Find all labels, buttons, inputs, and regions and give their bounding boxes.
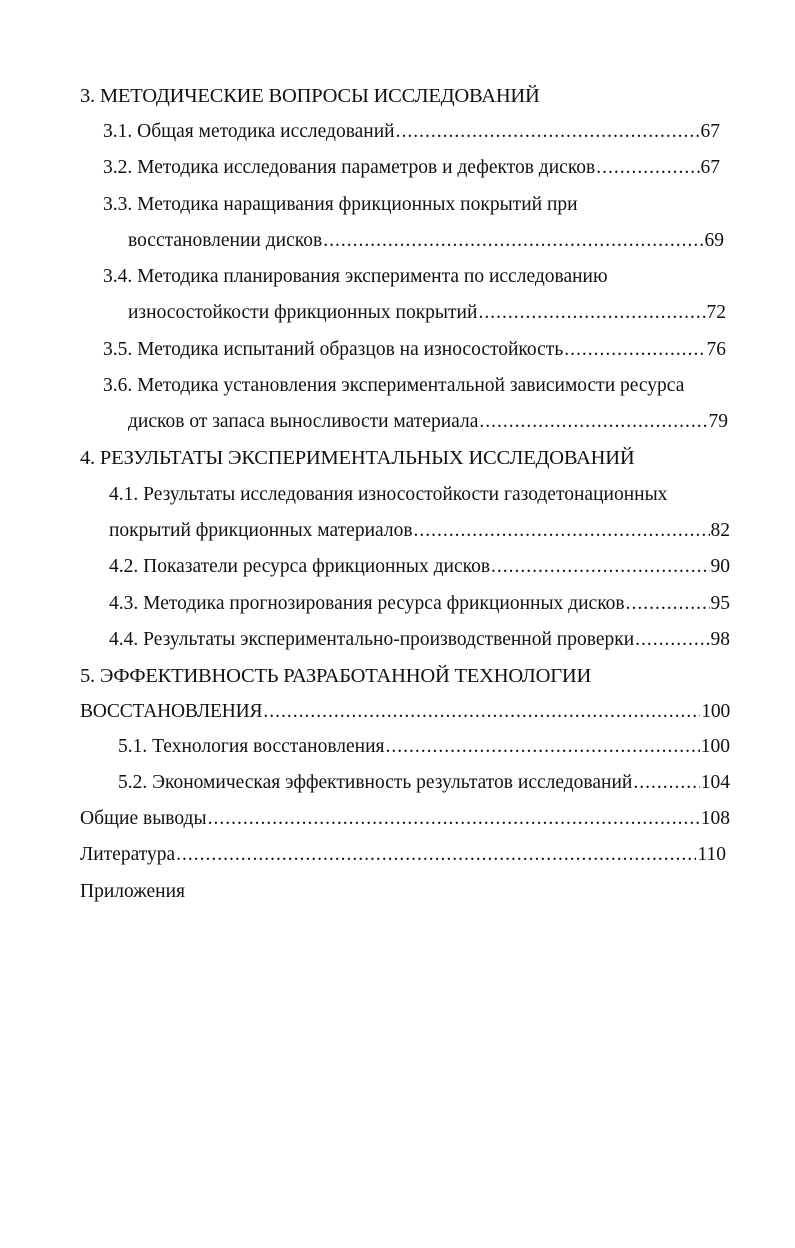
toc-entry-4-1-line1: 4.1. Результаты исследования износостойкости газодетонационных: [109, 484, 668, 505]
toc-entry-3-6[interactable]: дисков от запаса выносливости материала ..... 79: [128, 410, 728, 434]
chapter-5-title-line1: 5. ЭФФЕКТИВНОСТЬ РАЗРАБОТАННОЙ ТЕХНОЛОГИИ: [80, 665, 592, 687]
chapter-3-title: 3. МЕТОДИЧЕСКИЕ ВОПРОСЫ ИССЛЕДОВАНИЙ: [80, 85, 540, 107]
chapter-4-title: 4. РЕЗУЛЬТАТЫ ЭКСПЕРИМЕНТАЛЬНЫХ ИССЛЕДОВАНИЙ: [80, 447, 635, 469]
page-number: 79: [708, 411, 728, 432]
toc-entry-4-3[interactable]: 4.3. Методика прогнозирования ресурса фрикционных дисков ..... 95: [109, 592, 730, 616]
toc-entry-appendices[interactable]: Приложения: [80, 881, 185, 902]
page-number: 98: [710, 629, 730, 650]
toc-entry-literature[interactable]: Литература ..... 110: [80, 843, 726, 867]
toc-entry-5-2[interactable]: 5.2. Экономическая эффективность результатов исследований ..... 104: [118, 771, 730, 795]
page-number: 67: [700, 157, 720, 178]
toc-entry-4-2[interactable]: 4.2. Показатели ресурса фрикционных дисков ..... 90: [109, 555, 730, 579]
toc-entry-5-1[interactable]: 5.1. Технология восстановления ..... 100: [118, 735, 730, 759]
page-number: 82: [710, 520, 730, 541]
toc-entry-3-4[interactable]: износостойкости фрикционных покрытий ..... 72: [128, 301, 726, 325]
page-number: 76: [706, 339, 726, 360]
toc-entry-3-4-line1: 3.4. Методика планирования эксперимента по исследованию: [103, 266, 608, 287]
page-number: 104: [700, 772, 730, 793]
page-number: 95: [710, 593, 730, 614]
page-number: 110: [697, 844, 726, 865]
page-number: 100: [700, 736, 730, 757]
toc-entry-4-4[interactable]: 4.4. Результаты экспериментально-производственной проверки ..... 98: [109, 628, 730, 652]
toc-entry-3-2[interactable]: 3.2. Методика исследования параметров и дефектов дисков ..... 67: [103, 156, 720, 180]
toc-entry-3-6-line1: 3.6. Методика установления экспериментальной зависимости ресурса: [103, 375, 685, 396]
page-number: 67: [700, 121, 720, 142]
toc-entry-3-1[interactable]: 3.1. Общая методика исследований ..... 67: [103, 120, 720, 144]
toc-entry-conclusions[interactable]: Общие выводы ..... 108: [80, 807, 730, 831]
toc-entry-3-3[interactable]: восстановлении дисков ..... 69: [128, 229, 724, 253]
toc-entry-3-3-line1: 3.3. Методика наращивания фрикционных покрытий при: [103, 194, 578, 215]
chapter-5-title[interactable]: ВОССТАНОВЛЕНИЯ ..... 100: [80, 700, 730, 724]
page-number: 90: [710, 556, 730, 577]
toc-entry-3-5[interactable]: 3.5. Методика испытаний образцов на износостойкость ..... 76: [103, 338, 726, 362]
page-number: 100: [701, 701, 730, 722]
page-number: 69: [704, 230, 724, 251]
toc-entry-4-1[interactable]: покрытий фрикционных материалов ..... 82: [109, 519, 730, 543]
page-number: 108: [700, 808, 730, 829]
page-number: 72: [706, 302, 726, 323]
